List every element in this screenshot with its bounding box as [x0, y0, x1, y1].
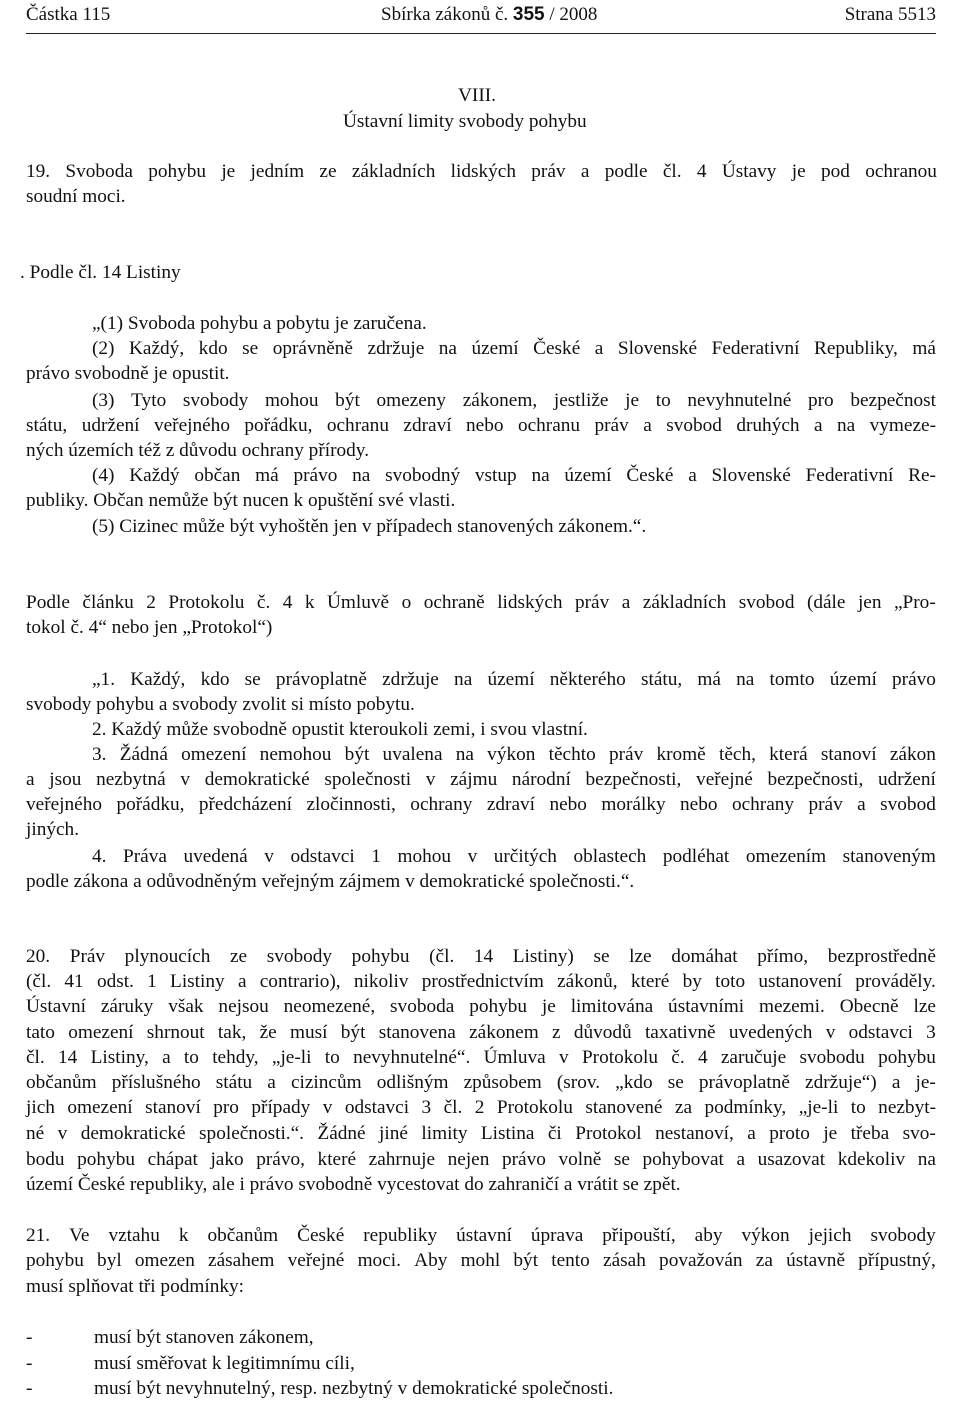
list-dash: - [26, 1327, 33, 1348]
quote-line: (4) Každý občan má právo na svobodný vstup na území České a Slovenské Federativní Re- [92, 465, 936, 486]
header-divider [26, 33, 936, 34]
section-title: Ústavní limity svobody pohybu [343, 111, 587, 132]
list-item: musí být stanoven zákonem, [94, 1327, 314, 1348]
para20-line: tato omezení shrnout tak, že musí být stanovena zákonem z důvodů taxativně uvedených v odstavci 3 [26, 1022, 936, 1043]
protocol-intro-line: tokol č. 4“ nebo jen „Protokol“) [26, 617, 273, 638]
header-collection-number: 355 [512, 4, 545, 25]
protocol-line: a jsou nezbytná v demokratické společnosti v zájmu národní bezpečnosti, veřejné bezpečnosti, udržení [26, 769, 936, 790]
protocol-line: svobody pohybu a svobody zvolit si místo pobytu. [26, 694, 415, 715]
list-dash: - [26, 1353, 33, 1374]
quote-line: (2) Každý, kdo se oprávněně zdržuje na území České a Slovenské Federativní Republiky, má [92, 338, 936, 359]
list-item: musí směřovat k legitimnímu cíli, [94, 1353, 355, 1374]
protocol-line: jiných. [26, 819, 80, 840]
quote-line: právo svobodně je opustit. [26, 363, 230, 384]
list-item: musí být nevyhnutelný, resp. nezbytný v demokratické společnosti. [94, 1378, 614, 1399]
quote-line: (5) Cizinec může být vyhoštěn jen v případech stanovených zákonem.“. [92, 516, 647, 537]
quote-line: publiky. Občan nemůže být nucen k opuštění své vlasti. [26, 490, 456, 511]
para21-line: 21. Ve vztahu k občanům České republiky ústavní úprava připouští, aby výkon jejich svobody [26, 1225, 936, 1246]
header-page-number: Strana 5513 [844, 4, 936, 25]
quote-line: státu, udržení veřejného pořádku, ochranu zdraví nebo ochranu práv a svobod druhých a na vymeze- [26, 415, 936, 436]
quote-line: (3) Tyto svobody mohou být omezeny zákonem, jestliže je to nevyhnutelné pro bezpečnost [92, 390, 936, 411]
para21-line: pohybu byl omezen zásahem veřejné moci. Aby mohl být tento zásah považován za ústavně přípustný, [26, 1250, 936, 1271]
protocol-line: 3. Žádná omezení nemohou být uvalena na výkon těchto práv kromě těch, která stanoví zákon [92, 744, 936, 765]
para20-line: jich omezení stanoví pro případy v odstavci 3 čl. 2 Protokolu stanovené za podmínky, „je-li to nezbyt- [26, 1097, 936, 1118]
para21-line: musí splňovat tři podmínky: [26, 1276, 244, 1297]
para20-line: né v demokratické společnosti.“. Žádné jiné limity Listina či Protokol nestanoví, a proto je třeba svo- [26, 1123, 936, 1144]
para19-line: soudní moci. [26, 186, 126, 207]
para20-line: (čl. 41 odst. 1 Listiny a contrario), nikoliv prostřednictvím zákonů, které by toto ustanovení prováděly. [26, 971, 936, 992]
list-dash: - [26, 1378, 33, 1399]
header-collection-year: / 2008 [549, 4, 598, 25]
protocol-line: veřejného pořádku, předcházení zločinnosti, ochrany zdraví nebo morálky nebo ochrany práv a svobod [26, 794, 936, 815]
para20-line: bodu pohybu chápat jako právo, které zahrnuje nejen právo volně se pohybovat a usazovat kdekoliv na [26, 1149, 936, 1170]
para20-line: 20. Práv plynoucích ze svobody pohybu (čl. 14 Listiny) se lze domáhat přímo, bezprostředně [26, 946, 936, 967]
header-part: Částka 115 [26, 4, 111, 25]
para20-line: čl. 14 Listiny, a to tehdy, „je-li to nevyhnutelné“. Úmluva v Protokolu č. 4 zaručuje svobodu pohybu [26, 1047, 936, 1068]
protocol-intro-line: Podle článku 2 Protokolu č. 4 k Úmluvě o ochraně lidských práv a základních svobod (dále jen „Pro- [26, 592, 936, 613]
para20-line: občanům příslušného státu a cizincům odlišným způsobem (srov. „kdo se právoplatně zdržuje“) a je- [26, 1072, 936, 1093]
quote-line: ných územích též z důvodu ochrany přírody. [26, 440, 370, 461]
protocol-line: „1. Každý, kdo se právoplatně zdržuje na území některého státu, má na tomto území právo [92, 669, 936, 690]
quote-line: „(1) Svoboda pohybu a pobytu je zaručena. [92, 313, 427, 334]
section-number: VIII. [458, 85, 497, 106]
para19-intro: . Podle čl. 14 Listiny [20, 262, 181, 283]
protocol-line: 4. Práva uvedená v odstavci 1 mohou v určitých oblastech podléhat omezením stanoveným [92, 846, 936, 867]
page-header [26, 4, 936, 32]
para20-line: Ústavní záruky však nejsou neomezené, svoboda pohybu je limitována ústavními mezemi. Obecně lze [26, 996, 936, 1017]
para19-line: 19. Svoboda pohybu je jedním ze základních lidských práv a podle čl. 4 Ústavy je pod ochranou [26, 161, 937, 182]
para20-line: území České republiky, ale i právo svobodně vycestovat do zahraničí a vrátit se zpět. [26, 1174, 681, 1195]
protocol-line: podle zákona a odůvodněným veřejným zájmem v demokratické společnosti.“. [26, 871, 635, 892]
protocol-line: 2. Každý může svobodně opustit kteroukoli zemi, i svou vlastní. [92, 719, 588, 740]
header-collection-prefix: Sbírka zákonů č. [381, 4, 509, 25]
header-collection [381, 4, 597, 26]
